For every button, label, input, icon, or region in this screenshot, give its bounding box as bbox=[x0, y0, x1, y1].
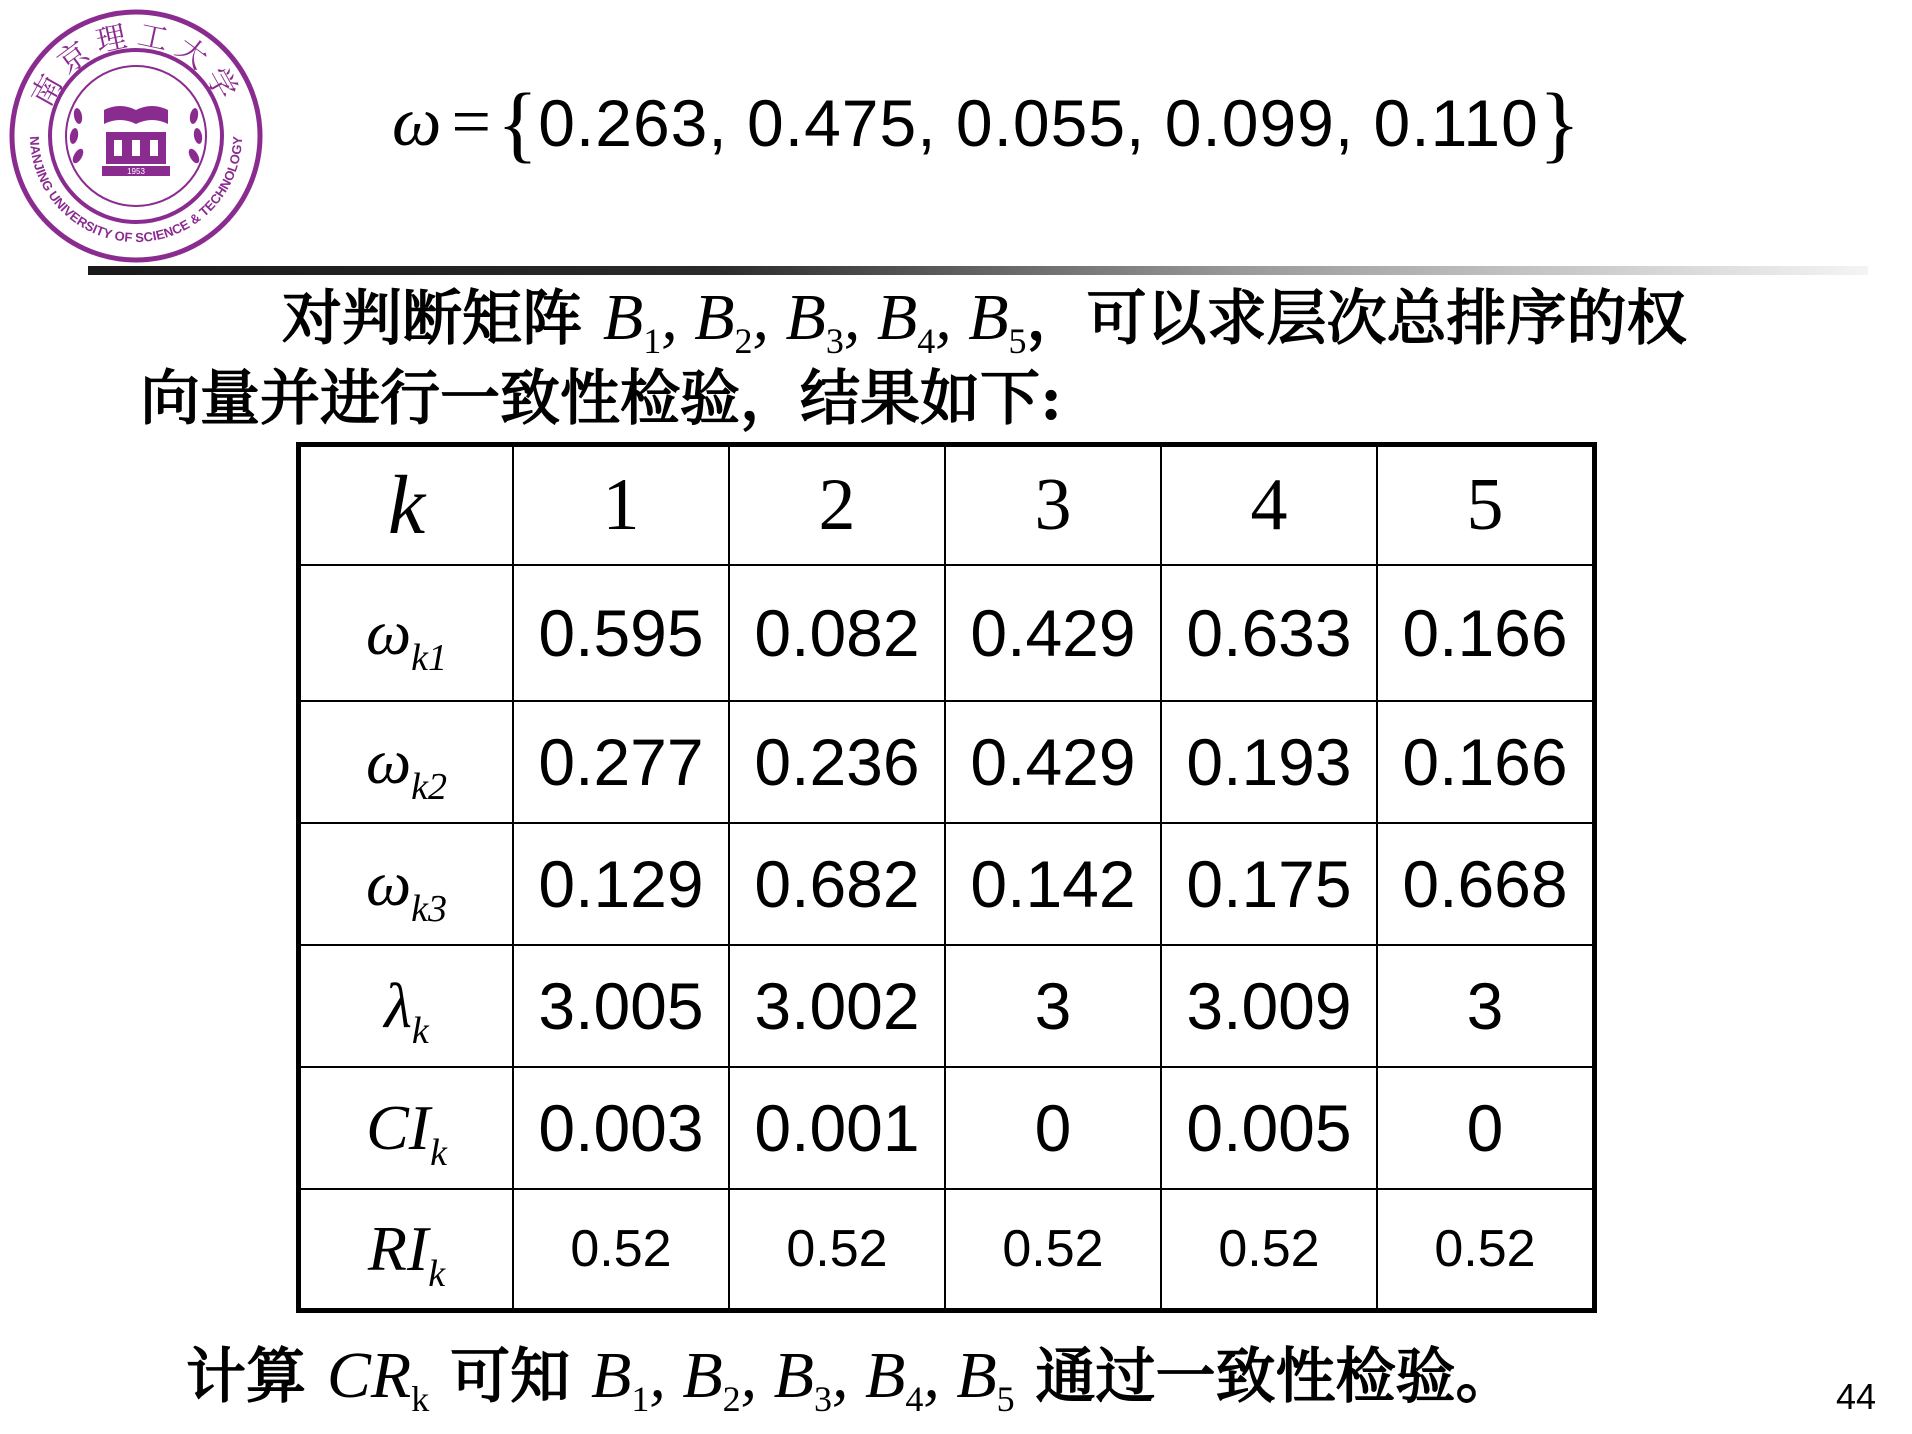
formula-equals: = bbox=[451, 84, 491, 161]
row-label bbox=[299, 701, 514, 823]
matrix-sub: 3 bbox=[825, 321, 844, 361]
weight-vector-formula bbox=[392, 75, 1581, 171]
matrix-var: B bbox=[876, 281, 918, 354]
row-symbol: ω bbox=[365, 847, 412, 919]
intro-line-1 bbox=[140, 278, 1840, 359]
university-logo bbox=[6, 6, 266, 266]
row-subscript: k bbox=[428, 1252, 446, 1295]
table-header-row bbox=[299, 445, 1595, 565]
header-divider bbox=[88, 266, 1868, 275]
matrix-list bbox=[602, 281, 1027, 361]
formula-left-brace: { bbox=[496, 75, 539, 171]
table-row bbox=[299, 823, 1595, 945]
logo-year: 1953 bbox=[127, 167, 145, 176]
table-cell: 3.002 bbox=[729, 945, 945, 1067]
table-cell: 0.633 bbox=[1161, 565, 1377, 701]
table-header-cell: 3 bbox=[945, 445, 1161, 565]
page-number: 44 bbox=[1835, 1376, 1876, 1417]
table-cell: 0.142 bbox=[945, 823, 1161, 945]
table-cell: 0.193 bbox=[1161, 701, 1377, 823]
matrix-var: B bbox=[694, 281, 735, 354]
table-cell: 0 bbox=[945, 1067, 1161, 1189]
conclusion-line bbox=[186, 1336, 1516, 1417]
matrix-sub: 4 bbox=[917, 321, 936, 361]
matrix-var: B bbox=[602, 281, 644, 354]
row-subscript: k bbox=[411, 1009, 429, 1052]
matrix-var: B bbox=[956, 1339, 997, 1412]
table-cell: 0 bbox=[1377, 1067, 1595, 1189]
list-comma: , bbox=[661, 281, 695, 354]
table-cell: 0.005 bbox=[1161, 1067, 1377, 1189]
row-subscript: k2 bbox=[411, 765, 448, 808]
matrix-sub: 3 bbox=[814, 1379, 832, 1419]
row-label bbox=[299, 823, 514, 945]
row-symbol: ω bbox=[365, 596, 412, 668]
table-cell: 0.52 bbox=[729, 1189, 945, 1311]
table-row bbox=[299, 945, 1595, 1067]
svg-text:南京理工大学 bbox=[25, 18, 248, 113]
matrix-sub: 2 bbox=[722, 1379, 741, 1419]
table-cell: 0.682 bbox=[729, 823, 945, 945]
list-comma: , bbox=[843, 281, 877, 354]
table-cell: 0.52 bbox=[513, 1189, 729, 1311]
table-header-cell: 5 bbox=[1377, 445, 1595, 565]
table-cell: 0.129 bbox=[513, 823, 729, 945]
table-cell: 3 bbox=[945, 945, 1161, 1067]
intro-mid-text: ，可以求层次总排序的权 bbox=[1026, 284, 1687, 354]
matrix-sub: 4 bbox=[905, 1379, 924, 1419]
matrix-var: B bbox=[591, 1339, 632, 1412]
table-cell: 0.236 bbox=[729, 701, 945, 823]
cr-var: CR bbox=[326, 1339, 412, 1412]
table-row bbox=[299, 1067, 1595, 1189]
row-symbol: ω bbox=[365, 725, 412, 797]
intro-pre-text: 对判断矩阵 bbox=[282, 284, 603, 354]
table-cell: 3.005 bbox=[513, 945, 729, 1067]
list-comma: , bbox=[923, 1339, 957, 1412]
matrix-sub: 5 bbox=[1008, 321, 1027, 361]
matrix-var: B bbox=[785, 281, 826, 354]
table-cell: 0.003 bbox=[513, 1067, 729, 1189]
row-label bbox=[299, 1067, 514, 1189]
row-label bbox=[299, 945, 514, 1067]
conclusion-post: 通过一致性检验。 bbox=[1014, 1342, 1516, 1412]
formula-right-brace: } bbox=[1538, 75, 1581, 171]
matrix-var: B bbox=[682, 1339, 723, 1412]
table-header-cell: 4 bbox=[1161, 445, 1377, 565]
table-header-cell: 1 bbox=[513, 445, 729, 565]
row-label bbox=[299, 565, 514, 701]
table-row bbox=[299, 1189, 1595, 1311]
table-cell: 0.595 bbox=[513, 565, 729, 701]
matrix-sub: 2 bbox=[734, 321, 753, 361]
matrix-var: B bbox=[968, 281, 1009, 354]
logo-cn-text: 南京理工大学 bbox=[24, 17, 248, 113]
table-cell: 0.082 bbox=[729, 565, 945, 701]
list-comma: , bbox=[740, 1339, 774, 1412]
table-cell: 0.166 bbox=[1377, 565, 1595, 701]
row-subscript: k1 bbox=[411, 636, 448, 679]
table-cell: 0.429 bbox=[945, 565, 1161, 701]
conclusion-mid: 可知 bbox=[429, 1342, 592, 1412]
row-subscript: k bbox=[430, 1131, 447, 1174]
matrix-sub: 5 bbox=[996, 1379, 1015, 1419]
intro-line-2: 向量并进行一致性检验，结果如下: bbox=[140, 364, 1063, 434]
table-header-cell: 2 bbox=[729, 445, 945, 565]
table-cell: 0.52 bbox=[1377, 1189, 1595, 1311]
list-comma: , bbox=[935, 281, 969, 354]
list-comma: , bbox=[649, 1339, 683, 1412]
matrix-sub: 1 bbox=[631, 1379, 650, 1419]
table-cell: 0.001 bbox=[729, 1067, 945, 1189]
table-cell: 0.52 bbox=[945, 1189, 1161, 1311]
matrix-list bbox=[591, 1339, 1015, 1419]
matrix-var: B bbox=[865, 1339, 906, 1412]
row-symbol: λ bbox=[384, 969, 412, 1041]
intro-paragraph bbox=[140, 278, 1840, 439]
table-cell: 0.668 bbox=[1377, 823, 1595, 945]
formula-values: 0.263, 0.475, 0.055, 0.099, 0.110 bbox=[538, 86, 1539, 160]
table-cell: 3.009 bbox=[1161, 945, 1377, 1067]
table-cell: 0.429 bbox=[945, 701, 1161, 823]
row-subscript: k3 bbox=[411, 887, 448, 930]
table-header-k: k bbox=[299, 445, 514, 565]
row-symbol: RI bbox=[367, 1212, 429, 1284]
results-table bbox=[296, 442, 1597, 1313]
row-label bbox=[299, 1189, 514, 1311]
table-row bbox=[299, 565, 1595, 701]
list-comma: , bbox=[752, 281, 786, 354]
conclusion-pre: 计算 bbox=[186, 1342, 327, 1412]
matrix-var: B bbox=[773, 1339, 814, 1412]
table-cell: 3 bbox=[1377, 945, 1595, 1067]
table-cell: 0.166 bbox=[1377, 701, 1595, 823]
cr-sub: k bbox=[411, 1379, 430, 1419]
table-row bbox=[299, 701, 1595, 823]
list-comma: , bbox=[832, 1339, 865, 1412]
table-cell: 0.52 bbox=[1161, 1189, 1377, 1311]
logo-en-text: NANJING UNIVERSITY OF SCIENCE & TECHNOLOGY bbox=[26, 135, 246, 246]
matrix-sub: 1 bbox=[643, 321, 662, 361]
formula-omega: ω bbox=[392, 84, 442, 161]
results-table-container bbox=[296, 442, 1597, 1313]
table-cell: 0.175 bbox=[1161, 823, 1377, 945]
table-cell: 0.277 bbox=[513, 701, 729, 823]
row-symbol: CI bbox=[366, 1091, 431, 1163]
